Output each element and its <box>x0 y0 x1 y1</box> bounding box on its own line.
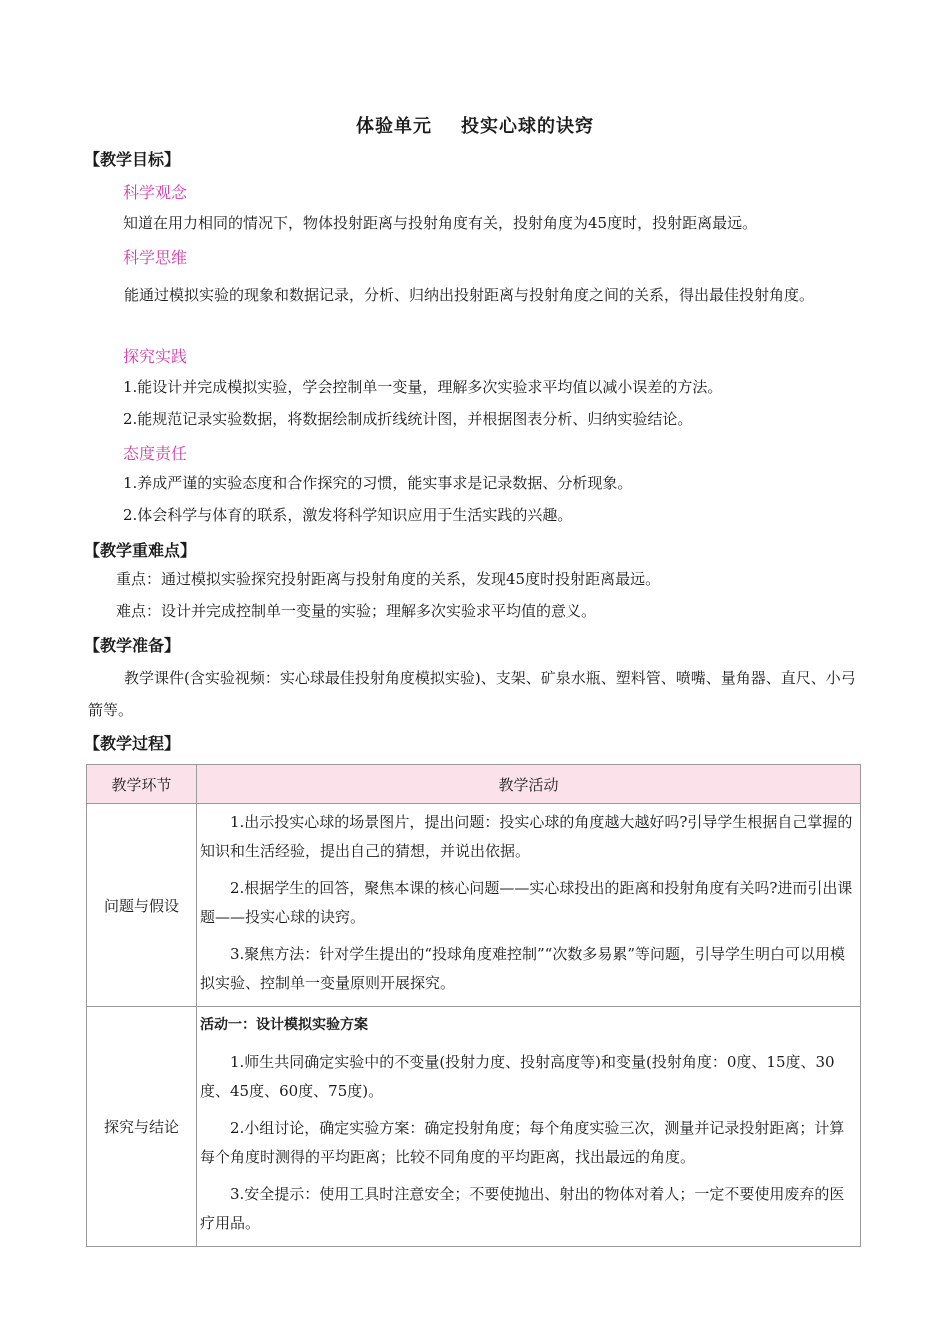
stage-cell: 问题与假设 <box>87 804 197 1007</box>
page-title: 体验单元 投实心球的诀窍 <box>355 116 595 137</box>
concept-text: 知道在用力相同的情况下，物体投射距离与投射角度有关，投射角度为45度时，投射距离最远。 <box>123 214 758 232</box>
practice-item-2: 2.能规范记录实验数据，将数据绘制成折线统计图，并根据图表分析、归纳实验结论。 <box>123 410 693 428</box>
attitude-item-2: 2.体会科学与体育的联系，激发将科学知识应用于生活实践的兴趣。 <box>123 506 573 524</box>
activity-paragraph: 3.安全提示：使用工具时注意安全；不要使抛出、射出的物体对着人；一定不要使用废弃的医疗用品。 <box>200 1185 845 1232</box>
key-point-difficulty: 难点：设计并完成控制单一变量的实验；理解多次实验求平均值的意义。 <box>116 602 597 620</box>
preparation-text: 教学课件(含实验视频：实心球最佳投射角度模拟实验)、支架、矿泉水瓶、塑料管、喷嘴、量角器、直尺、小弓箭等。 <box>88 669 856 719</box>
attitude-heading: 态度责任 <box>123 444 188 463</box>
practice-item-1: 1.能设计并完成模拟实验，学会控制单一变量，理解多次实验求平均值以减小误差的方法。 <box>123 378 723 396</box>
thinking-heading: 科学思维 <box>123 248 188 267</box>
col-header-activity: 教学活动 <box>197 765 861 804</box>
key-point-focus: 重点：通过模拟实验探究投射距离与投射角度的关系，发现45度时投射距离最远。 <box>116 570 661 588</box>
key-points-heading: 【教学重难点】 <box>84 541 197 560</box>
thinking-text: 能通过模拟实验的现象和数据记录，分析、归纳出投射距离与投射角度之间的关系，得出最佳投射角度。 <box>124 286 815 304</box>
process-heading: 【教学过程】 <box>84 734 181 753</box>
activity-paragraph: 1.师生共同确定实验中的不变量(投射力度、投射高度等)和变量(投射角度：0度、15度、30度、45度、60度、75度)。 <box>200 1053 835 1100</box>
stage-cell: 探究与结论 <box>87 1007 197 1247</box>
preparation-heading: 【教学准备】 <box>84 636 181 655</box>
activity-subtitle: 活动一：设计模拟实验方案 <box>200 1017 368 1033</box>
attitude-item-1: 1.养成严谨的实验态度和合作探究的习惯，能实事求是记录数据、分析现象。 <box>123 474 633 492</box>
activity-paragraph: 1.出示投实心球的场景图片，提出问题：投实心球的角度越大越好吗?引导学生根据自己掌握的知识和生活经验，提出自己的猜想，并说出依据。 <box>200 813 853 860</box>
objectives-heading: 【教学目标】 <box>84 150 181 169</box>
table-row <box>87 1007 861 1247</box>
activity-cell <box>197 804 861 1007</box>
table-header-row <box>87 765 861 804</box>
activity-cell <box>197 1007 861 1247</box>
col-header-stage: 教学环节 <box>87 765 197 804</box>
process-table <box>86 764 861 1247</box>
concept-heading: 科学观念 <box>123 183 188 202</box>
activity-paragraph: 3.聚焦方法：针对学生提出的“投球角度难控制”“次数多易累”等问题，引导学生明白可以用模拟实验、控制单一变量原则开展探究。 <box>200 945 845 992</box>
table-row <box>87 804 861 1007</box>
practice-heading: 探究实践 <box>123 347 188 366</box>
activity-paragraph: 2.根据学生的回答，聚焦本课的核心问题——实心球投出的距离和投射角度有关吗?进而引出课题——投实心球的诀窍。 <box>200 879 853 926</box>
activity-paragraph: 2.小组讨论，确定实验方案：确定投射角度；每个角度实验三次，测量并记录投射距离；计算每个角度时测得的平均距离；比较不同角度的平均距离，找出最远的角度。 <box>200 1119 845 1166</box>
